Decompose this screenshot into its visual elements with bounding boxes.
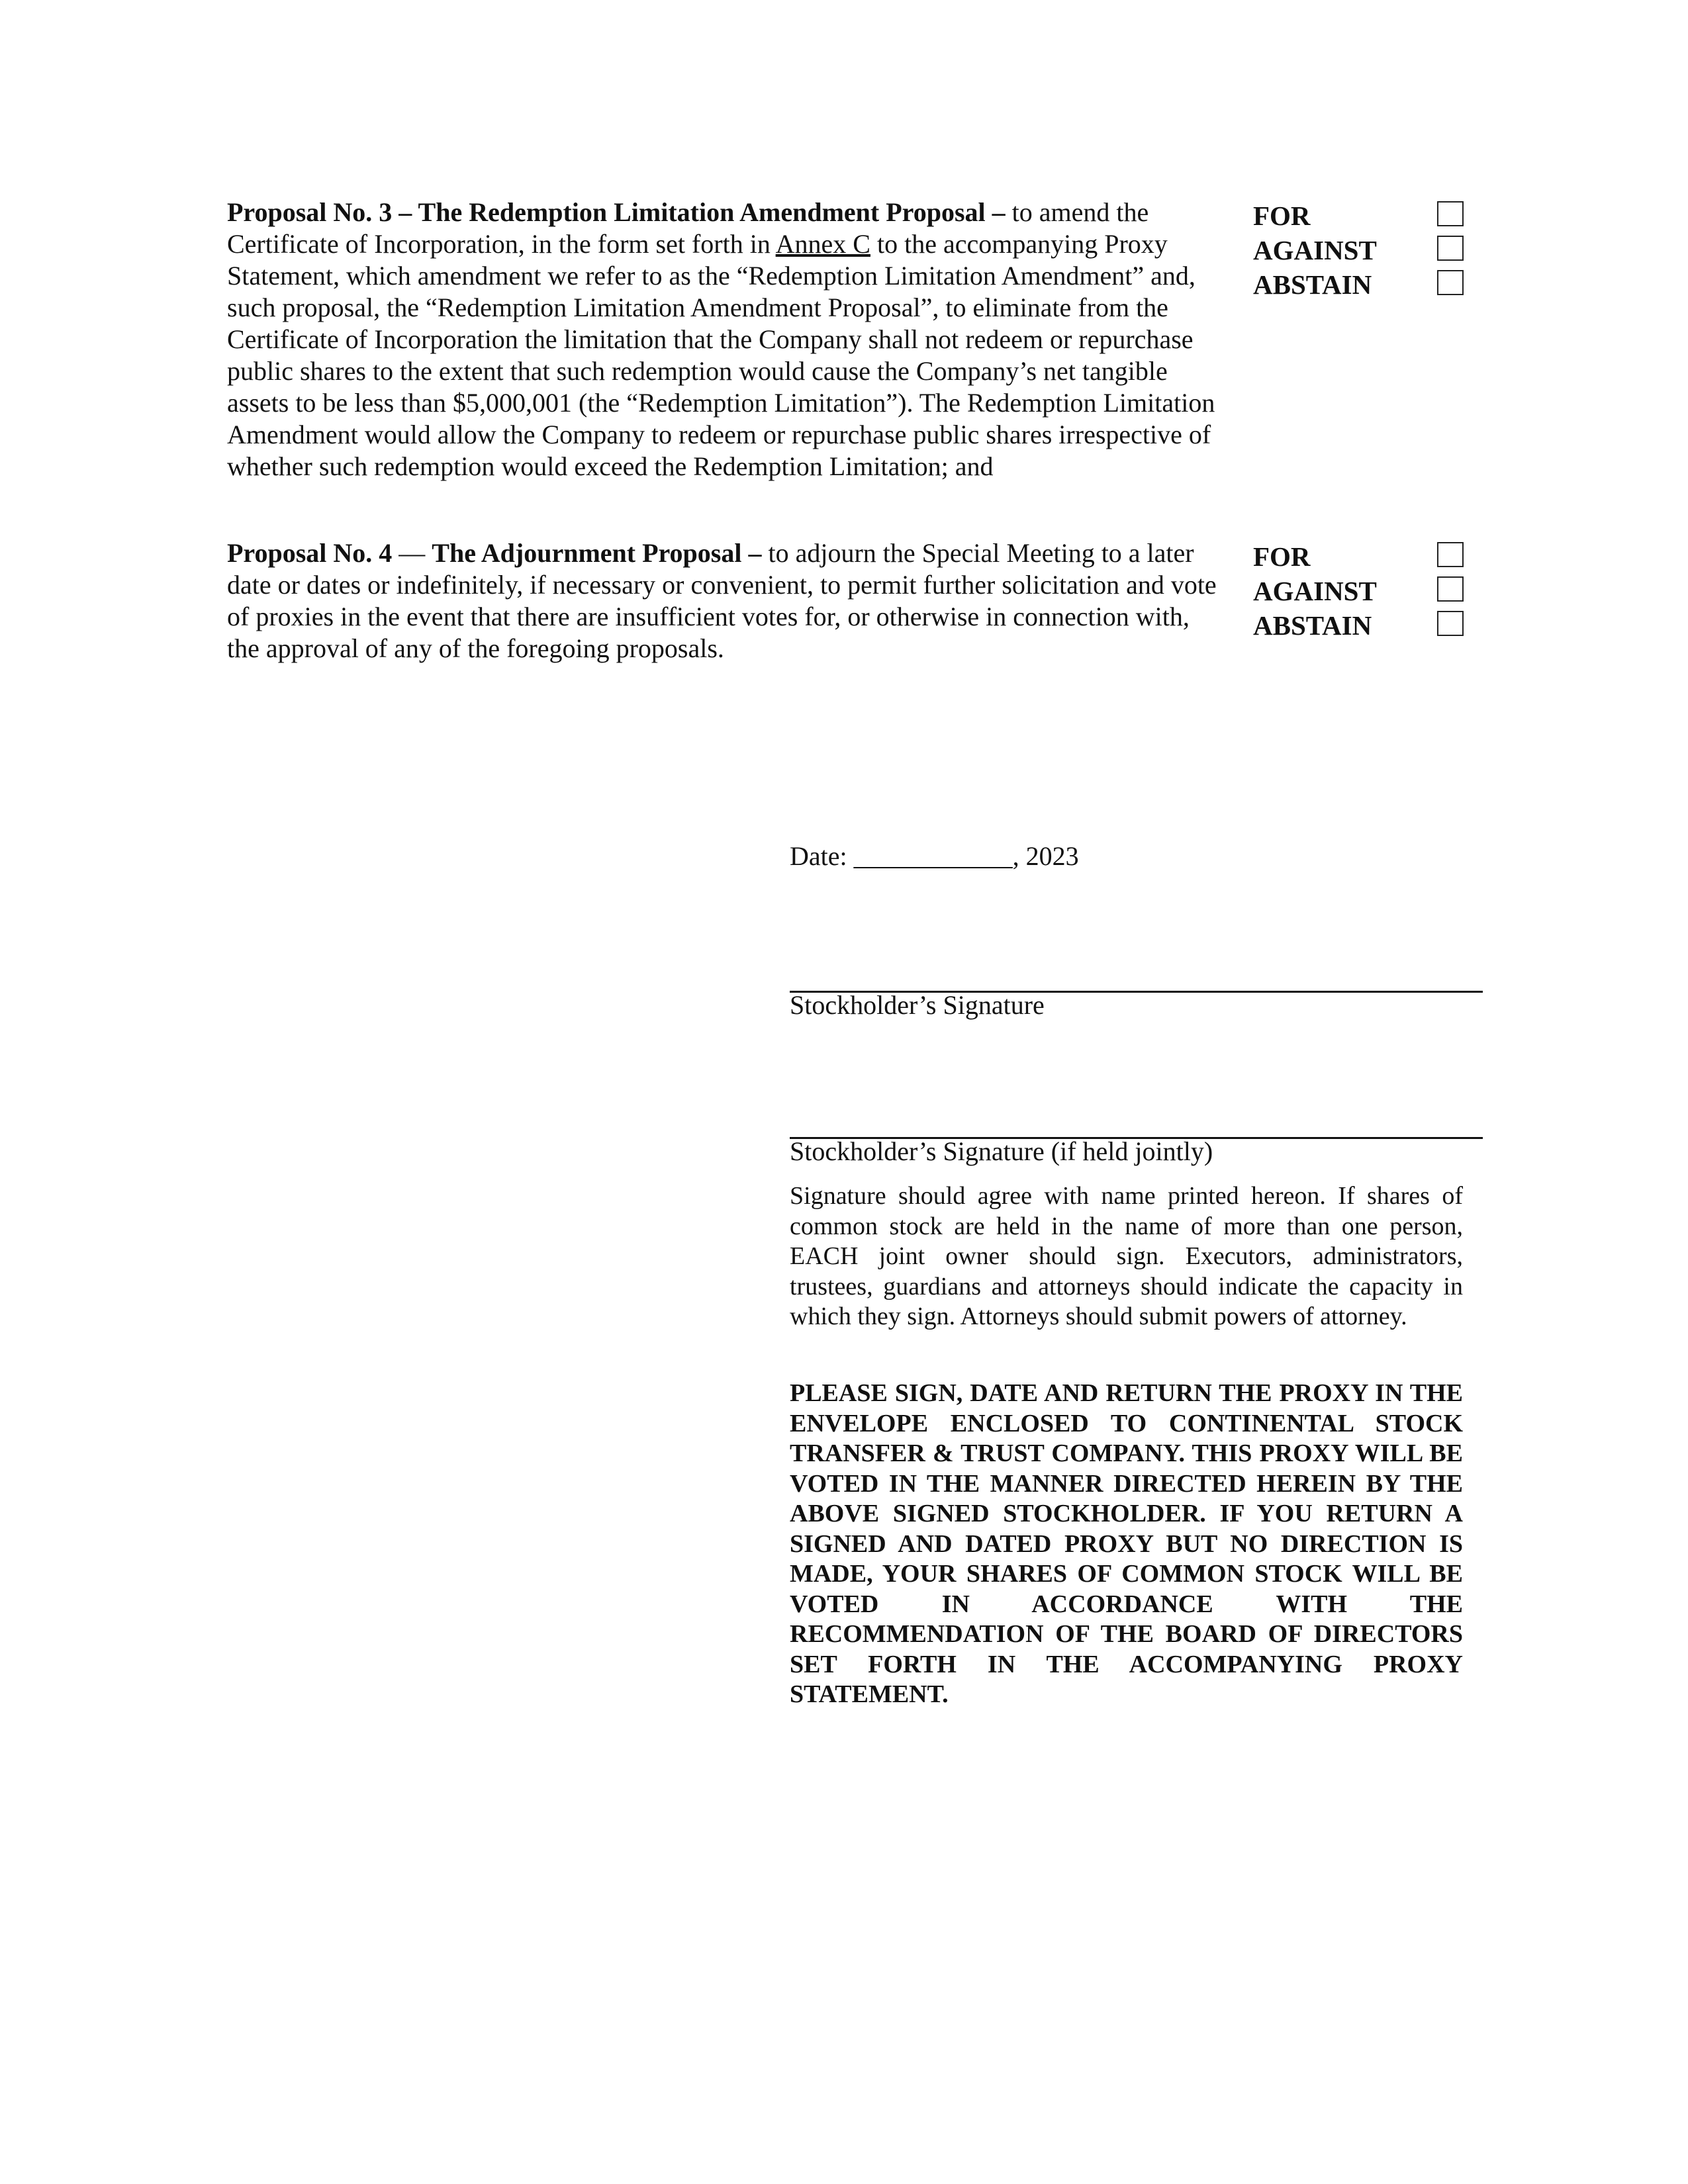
proposal-4-abstain-label: ABSTAIN: [1253, 610, 1372, 641]
proposal-3-for-checkbox[interactable]: [1437, 201, 1464, 226]
proposal-3-abstain-option: [1253, 267, 1491, 302]
proposal-4-against-label: AGAINST: [1253, 576, 1377, 606]
proposal-4-body: to adjourn the Special Meeting to a later date or dates or indefinitely, if necessary or convenient, to permit further solicitation and vote of proxies in the event that there are insufficient votes for, or otherwise in connection with, the approval of any of the foregoing proposals.: [227, 538, 1217, 663]
proposal-3-text: [227, 197, 1220, 482]
proposal-4-title-part2: The Adjournment Proposal –: [432, 538, 762, 568]
date-field[interactable]: Date: ____________, 2023: [790, 841, 1079, 871]
proposal-4-text: [227, 537, 1220, 664]
joint-signature-label: Stockholder’s Signature (if held jointly): [790, 1136, 1213, 1166]
proposal-4-for-checkbox[interactable]: [1437, 542, 1464, 567]
return-proxy-notice: PLEASE SIGN, DATE AND RETURN THE PROXY IN THE ENVELOPE ENCLOSED TO CONTINENTAL STOCK TRANSFER & TRUST COMPANY. THIS PROXY WILL BE VOTED IN THE MANNER DIRECTED HEREIN BY THE ABOVE SIGNED STOCKHOLDER. IF YOU RETURN A SIGNED AND DATED PROXY BUT NO DIRECTION IS MADE, YOUR SHARES OF COMMON STOCK WILL BE VOTED IN ACCORDANCE WITH THE RECOMMENDATION OF THE BOARD OF DIRECTORS SET FORTH IN THE ACCOMPANYING PROXY STATEMENT.: [790, 1379, 1463, 1708]
proposal-3-body-rest: to the accompanying Proxy Statement, which amendment we refer to as the “Redemption Limitation Amendment” and, such proposal, the “Redemption Limitation Amendment Proposal”, to eliminate from the Certificate of Incorporation the limitation that the Company shall not redeem or repurchase public shares to the extent that such redemption would cause the Company’s net tangible assets to be less than $5,000,001 (the “Redemption Limitation”). The Redemption Limitation Amendment would allow the Company to redeem or repurchase public shares irrespective of whether such redemption would exceed the Redemption Limitation; and: [227, 229, 1215, 481]
proposal-3-abstain-label: ABSTAIN: [1253, 269, 1372, 300]
proposal-4-abstain-checkbox[interactable]: [1437, 611, 1464, 636]
proposal-4-vote-options: [1253, 539, 1491, 643]
proposal-3-for-option: [1253, 199, 1491, 233]
proposal-4-against-checkbox[interactable]: [1437, 576, 1464, 602]
proposal-3-against-checkbox[interactable]: [1437, 236, 1464, 261]
signature-label: Stockholder’s Signature: [790, 990, 1045, 1020]
proposal-4-abstain-option: [1253, 608, 1491, 643]
proposal-3-vote-options: [1253, 199, 1491, 302]
proposal-3-against-label: AGAINST: [1253, 235, 1377, 265]
proposal-3-body-start: to amend the Certificate of Incorporation, in the form set forth in: [227, 197, 1149, 259]
proposal-4-title-part1: Proposal No. 4: [227, 538, 393, 568]
proposal-4-against-option: [1253, 574, 1491, 608]
proposal-3-for-label: FOR: [1253, 201, 1311, 231]
proposal-3-against-option: [1253, 233, 1491, 267]
signature-instructions: Signature should agree with name printed hereon. If shares of common stock are held in the name of more than one person, EACH joint owner should sign. Executors, administrators, trustees, guardians and attorneys should indicate the capacity in which they sign. Attorneys should submit powers of attorney.: [790, 1182, 1463, 1330]
proposal-4-dash: —: [392, 538, 432, 568]
proposal-4-for-option: [1253, 539, 1491, 574]
proposal-3-title: Proposal No. 3 – The Redemption Limitation Amendment Proposal –: [227, 197, 1006, 227]
proposal-3-abstain-checkbox[interactable]: [1437, 270, 1464, 295]
proposal-4-for-label: FOR: [1253, 541, 1311, 572]
annex-c-reference: Annex C: [775, 229, 870, 259]
